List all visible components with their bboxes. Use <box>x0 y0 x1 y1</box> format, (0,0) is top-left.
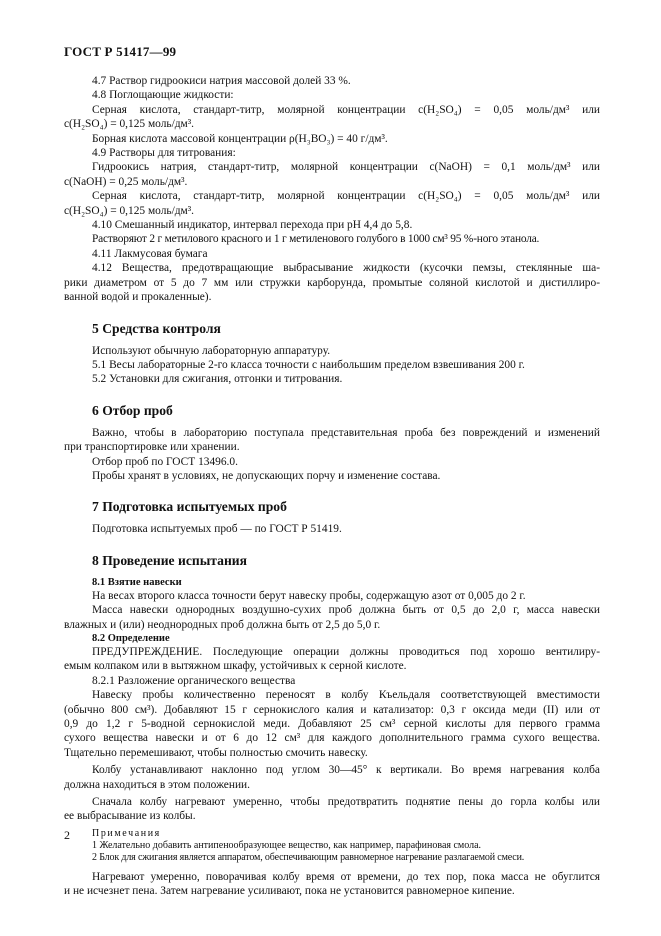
section-7-title: 7 Подготовка испытуемых проб <box>92 499 287 515</box>
notes-title: Примечания <box>92 827 161 839</box>
paragraph: рики диаметром от 5 до 7 мм или стружки карборунда, промытые соляной кислотой и дистиллиро- <box>64 276 600 289</box>
paragraph: и не исчезнет пена. Затем нагревание усиливают, пока не установится равномерное кипение. <box>64 885 515 898</box>
paragraph: Гидроокись натрия, стандарт-титр, молярной концентрации с(NaOH) = 0,1 моль/дм³ или <box>92 161 600 174</box>
subsection-8-2-title: 8.2 Определение <box>92 632 170 644</box>
paragraph: влажных и (или) неоднородных проб должна быть от 2,5 до 5,0 г. <box>64 618 381 631</box>
paragraph: 5.2 Установки для сжигания, отгонки и титрования. <box>92 373 343 386</box>
paragraph: Растворяют 2 г метилового красного и 1 г метиленового голубого в 1000 см³ 95 %-ного этанола. <box>92 233 540 246</box>
paragraph: 4.10 Смешанный индикатор, интервал перехода при pH 4,4 до 5,8. <box>92 219 413 232</box>
paragraph: 4.9 Растворы для титрования: <box>92 147 236 160</box>
warning-paragraph: емым колпаком или в вытяжном шкафу, устойчивых к серной кислоте. <box>64 660 407 673</box>
paragraph: Масса навески однородных воздушно-сухих проб должна быть от 0,5 до 2,0 г, масса навески <box>92 604 600 617</box>
paragraph: Нагревают умеренно, поворачивая колбу время от времени, до тех пор, пока масса не обуглится <box>92 871 600 884</box>
paragraph: 4.12 Вещества, предотвращающие выбрасывание жидкости (кусочки пемзы, стеклянные ша- <box>92 262 600 275</box>
paragraph: Борная кислота массовой концентрации ρ(H₃BO₃) = 40 г/дм³. <box>92 132 388 145</box>
paragraph: Навеску пробы количественно переносят в колбу Къельдаля соответствующей вместимости <box>92 689 600 702</box>
paragraph: Важно, чтобы в лабораторию поступала представительная проба без повреждений и изменений <box>92 426 600 439</box>
paragraph: Тщательно перемешивают, чтобы полностью смочить навеску. <box>64 746 368 759</box>
paragraph: с(H₂SO₄) = 0,125 моль/дм³. <box>64 204 195 217</box>
paragraph: 5.1 Весы лабораторные 2-го класса точности с наибольшим пределом взвешивания 200 г. <box>92 358 525 371</box>
paragraph: Сначала колбу нагревают умеренно, чтобы предотвратить поднятие пены до горла колбы или <box>92 796 600 809</box>
subsection-8-1-title: 8.1 Взятие навески <box>92 576 182 588</box>
paragraph: с(H₂SO₄) = 0,125 моль/дм³. <box>64 118 195 131</box>
paragraph: Серная кислота, стандарт-титр, молярной концентрации с(H₂SO₄) = 0,05 моль/дм³ или <box>92 190 600 203</box>
paragraph: 0,9 до 1,2 г 5-водной сернокислой меди. Добавляют 25 см³ серной кислоты для первого грамма <box>64 718 600 730</box>
paragraph: Используют обычную лабораторную аппаратуру. <box>92 344 331 357</box>
paragraph: Отбор проб по ГОСТ 13496.0. <box>92 455 238 468</box>
paragraph: Подготовка испытуемых проб — по ГОСТ Р 51419. <box>92 523 342 536</box>
paragraph: 4.7 Раствор гидроокиси натрия массовой долей 33 %. <box>92 75 351 87</box>
paragraph: На весах второго класса точности берут навеску пробы, содержащую азот от 0,005 до 2 г. <box>92 589 526 602</box>
paragraph: 4.11 Лакмусовая бумага <box>92 247 208 260</box>
paragraph: при транспортировке или хранении. <box>64 441 240 454</box>
paragraph: Серная кислота, стандарт-титр, молярной концентрации с(H₂SO₄) = 0,05 моль/дм³ или <box>92 103 600 116</box>
paragraph: 4.8 Поглощающие жидкости: <box>92 89 234 102</box>
paragraph: сухого вещества навески и от 6 до 12 см³ для каждого дополнительного грамма сухого вещества. <box>64 732 600 745</box>
paragraph: ее выбрасывание из колбы. <box>64 810 196 823</box>
paragraph: Пробы хранят в условиях, не допускающих порчу и изменение состава. <box>92 469 441 482</box>
document-header: ГОСТ Р 51417—99 <box>64 44 177 59</box>
paragraph: 8.2.1 Разложение органического вещества <box>92 674 296 687</box>
warning-paragraph: ПРЕДУПРЕЖДЕНИЕ. Последующие операции должны проводиться под хорошо вентилиру- <box>92 645 600 658</box>
paragraph: (обычно 800 см³). Добавляют 15 г сернокислого калия и катализатор: 0,3 г оксида меди (II) или от <box>64 703 600 716</box>
document-body <box>64 74 600 899</box>
paragraph: Колбу устанавливают наклонно под углом 30—45° к вертикали. Во время нагревания колба <box>92 764 600 777</box>
note: 2 Блок для сжигания является аппаратом, обеспечивающим равномерное нагревание разлагаемой смеси. <box>92 852 525 864</box>
page-number: 2 <box>64 828 70 842</box>
paragraph: с(NaOH) = 0,25 моль/дм³. <box>64 175 188 188</box>
section-6-title: 6 Отбор проб <box>92 402 173 418</box>
paragraph: должна находиться в этом положении. <box>64 778 251 791</box>
section-8-title: 8 Проведение испытания <box>92 552 247 568</box>
section-5-title: 5 Средства контроля <box>92 320 221 336</box>
note: 1 Желательно добавить антипенообразующее вещество, как например, парафиновая смола. <box>92 839 482 851</box>
paragraph: ванной водой и прокаленные). <box>64 291 212 304</box>
